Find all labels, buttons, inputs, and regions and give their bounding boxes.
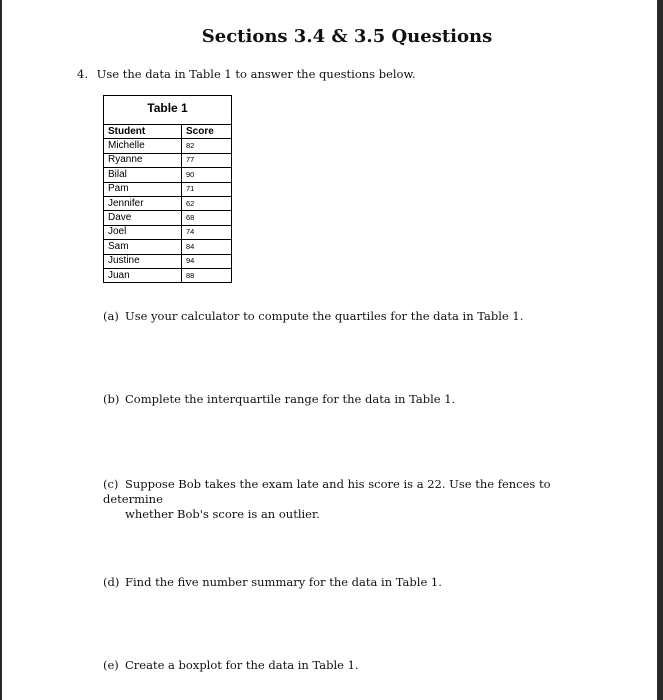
student-name: Michelle	[104, 139, 182, 153]
table-row	[104, 225, 232, 239]
student-score: 71	[182, 182, 232, 196]
document-page	[2, 0, 657, 700]
table-row	[104, 168, 232, 182]
subquestion-e	[103, 658, 613, 673]
student-score: 68	[182, 211, 232, 225]
table-caption: Table 1	[104, 96, 232, 121]
subquestion-text: Suppose Bob takes the exam late and his score is a 22. Use the fences to determine	[103, 477, 551, 506]
scores-table	[103, 95, 232, 283]
student-score: 84	[182, 240, 232, 254]
table-row	[104, 268, 232, 282]
student-score: 74	[182, 225, 232, 239]
subquestion-c	[103, 477, 613, 522]
subquestion-letter: (e)	[103, 658, 119, 672]
subquestion-text: Use your calculator to compute the quartiles for the data in Table 1.	[125, 309, 524, 323]
table-row	[104, 254, 232, 268]
student-score: 62	[182, 196, 232, 210]
question-text: Use the data in Table 1 to answer the questions below.	[96, 67, 416, 81]
student-score: 90	[182, 168, 232, 182]
subquestion-letter: (c)	[103, 477, 119, 491]
student-name: Pam	[104, 182, 182, 196]
table-header-row	[104, 125, 232, 139]
student-name: Juan	[104, 268, 182, 282]
table-row	[104, 196, 232, 210]
student-name: Joel	[104, 225, 182, 239]
table-row	[104, 211, 232, 225]
student-score: 94	[182, 254, 232, 268]
table-row	[104, 153, 232, 167]
table-row	[104, 182, 232, 196]
student-score: 82	[182, 139, 232, 153]
header-score: Score	[182, 125, 232, 139]
subquestion-text: Find the five number summary for the data in Table 1.	[125, 575, 442, 589]
question-prompt	[77, 67, 416, 81]
student-name: Jennifer	[104, 196, 182, 210]
student-score: 88	[182, 268, 232, 282]
student-name: Bilal	[104, 168, 182, 182]
table-row	[104, 139, 232, 153]
page-title: Sections 3.4 & 3.5 Questions	[201, 26, 493, 47]
subquestion-text: Complete the interquartile range for the data in Table 1.	[125, 392, 456, 406]
subquestion-text-continued: whether Bob's score is an outlier.	[125, 507, 320, 521]
student-name: Sam	[104, 240, 182, 254]
subquestion-b	[103, 392, 613, 407]
subquestion-d	[103, 575, 613, 590]
question-number: 4.	[77, 67, 88, 81]
student-score: 77	[182, 153, 232, 167]
subquestion-letter: (a)	[103, 309, 119, 323]
table-row	[104, 240, 232, 254]
subquestion-letter: (d)	[103, 575, 120, 589]
subquestion-letter: (b)	[103, 392, 120, 406]
header-student: Student	[104, 125, 182, 139]
student-name: Dave	[104, 211, 182, 225]
subquestion-text: Create a boxplot for the data in Table 1.	[125, 658, 359, 672]
student-name: Justine	[104, 254, 182, 268]
subquestion-a	[103, 309, 613, 324]
student-name: Ryanne	[104, 153, 182, 167]
